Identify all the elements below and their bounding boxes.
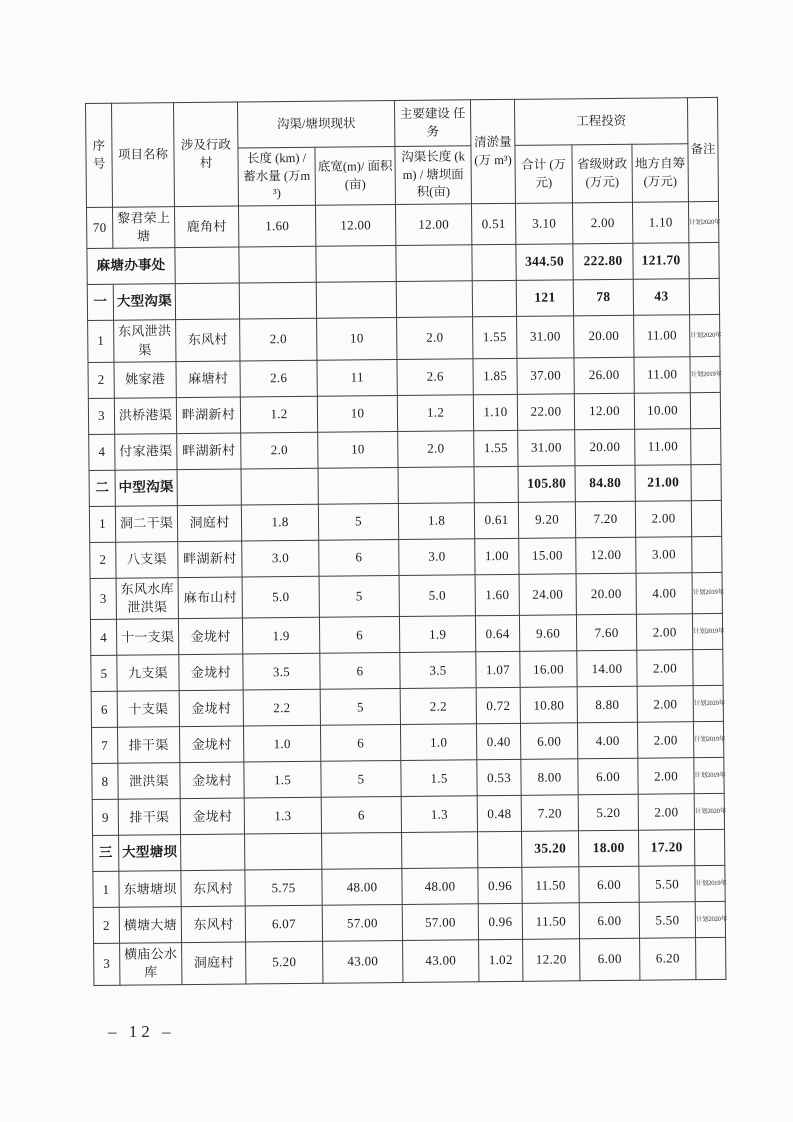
cell: 10: [317, 395, 397, 432]
remark-cell: 计划2019年: [694, 758, 724, 794]
cell: 2: [93, 907, 119, 943]
cell: 9: [92, 799, 118, 835]
cell: 2.2: [400, 688, 476, 725]
cell: 横庙公水库: [120, 943, 182, 985]
cell: 2.0: [398, 431, 474, 468]
cell: [175, 247, 239, 284]
cell: 东风泄洪渠: [114, 320, 176, 362]
cell: 付家港渠: [115, 433, 177, 470]
header-invest-provincial: 省级财政 (万元): [572, 144, 633, 203]
cell: [177, 469, 241, 506]
cell: 2.6: [397, 359, 473, 396]
cell: 5.20: [246, 941, 323, 983]
remark-cell: 计划2019年: [695, 866, 725, 902]
remark-cell: 计划2020年: [693, 686, 723, 722]
cell: 0.96: [478, 867, 522, 903]
cell: 3: [94, 943, 120, 985]
cell: 20.00: [574, 316, 634, 358]
table-row: [88, 356, 720, 398]
cell: 26.00: [574, 357, 634, 394]
cell: 7.20: [521, 795, 578, 832]
header-status-length: 长度 (km) / 蓄水量 (万m³): [238, 147, 316, 206]
cell: [474, 466, 518, 502]
cell: 12.00: [315, 205, 395, 247]
cell: 0.61: [474, 502, 518, 538]
cell: 金垅村: [180, 798, 244, 835]
header-status-group: 沟渠/塘坝现状: [237, 101, 394, 149]
remark-cell: 计划2019年: [692, 572, 722, 614]
cell: 十一支渠: [116, 619, 178, 656]
remark-cell: [695, 830, 725, 866]
cell: 金垅村: [179, 690, 243, 727]
remark-cell: [691, 500, 721, 536]
remark-cell: [689, 243, 719, 279]
cell: 1.5: [244, 761, 321, 798]
cell: [245, 833, 322, 870]
cell: 八支渠: [116, 541, 178, 578]
cell: 2.0: [397, 317, 473, 359]
table-section-row: [87, 243, 719, 285]
cell: [322, 833, 402, 870]
cell: 1.02: [479, 939, 523, 981]
cell: 16.00: [520, 651, 577, 688]
cell: 10.80: [520, 687, 577, 724]
cell: 6.07: [245, 905, 322, 942]
cell: 17.20: [639, 830, 695, 867]
cell: 6.20: [640, 938, 696, 980]
cell: [478, 831, 522, 867]
table-row: [88, 315, 720, 362]
cell: 11.50: [522, 867, 579, 904]
cell: 4: [89, 434, 115, 470]
cell: 121.70: [633, 243, 689, 280]
cell: 1.9: [399, 616, 475, 653]
cell: 大型塘坝: [119, 835, 181, 872]
cell: 1.8: [241, 504, 318, 541]
cell: [318, 467, 398, 504]
cell: 洪桥港渠: [114, 397, 176, 434]
remark-cell: [690, 392, 720, 428]
cell: 31.00: [518, 430, 575, 467]
cell: 6: [319, 539, 399, 576]
header-row-groups: [86, 97, 718, 149]
cell: 1.10: [632, 202, 688, 244]
cell: [316, 282, 396, 319]
cell: 9.60: [519, 615, 576, 652]
remark-cell: 计划2020年: [690, 315, 720, 357]
cell: 2.00: [635, 500, 691, 537]
remark-cell: 计划2020年: [689, 201, 719, 243]
cell: 鹿角村: [174, 206, 238, 248]
cell: 35.20: [522, 831, 579, 868]
cell: 姚家港: [114, 361, 176, 398]
cell: 1: [89, 506, 115, 542]
cell: 5: [320, 689, 400, 726]
cell: 麻布山村: [178, 577, 242, 619]
cell: [472, 281, 516, 317]
cell: 20.00: [575, 429, 635, 466]
remark-cell: [691, 464, 721, 500]
cell: 4: [90, 619, 116, 655]
cell: 344.50: [516, 244, 573, 281]
cell: 东风水库泄洪渠: [116, 577, 178, 619]
cell: 21.00: [635, 464, 691, 501]
cell: 1.9: [242, 617, 319, 654]
remark-cell: 计划2020年: [695, 902, 725, 938]
cell: 48.00: [322, 869, 402, 906]
cell: 1.85: [473, 358, 517, 394]
cell: 43: [633, 279, 689, 316]
cell: 一: [87, 285, 113, 321]
cell: 5.50: [639, 902, 695, 939]
cell: 畔湖新村: [177, 433, 241, 470]
cell: [239, 247, 316, 284]
cell: 3.0: [242, 540, 319, 577]
cell: 2.00: [572, 202, 632, 244]
table-row: [91, 722, 723, 764]
cell: [239, 283, 316, 320]
project-table: [85, 97, 726, 986]
cell: 排干渠: [118, 799, 180, 836]
cell: 12.00: [574, 393, 634, 430]
cell: 121: [516, 280, 573, 317]
cell: 6.00: [579, 866, 639, 903]
cell: 0.51: [472, 203, 516, 245]
cell: 6.00: [578, 758, 638, 795]
cell: 洞庭村: [182, 942, 246, 984]
table-row: [89, 500, 721, 542]
table-row: [87, 201, 719, 248]
remark-cell: 计划2019年: [690, 356, 720, 392]
cell: 1.3: [244, 797, 321, 834]
cell: 5: [318, 503, 398, 540]
cell: 11: [317, 359, 397, 396]
header-seq: 序号: [86, 103, 113, 207]
cell: 2.00: [636, 614, 692, 651]
cell: 7: [91, 727, 117, 763]
cell: 11.50: [522, 903, 579, 940]
cell: 2: [90, 542, 116, 578]
cell: 12.20: [523, 939, 580, 981]
table-body: [87, 201, 726, 985]
cell: 2.2: [243, 689, 320, 726]
header-status-width: 底宽(m)/ 面积(亩): [315, 147, 396, 206]
table-section-row: [87, 279, 719, 321]
cell: 金垅村: [179, 654, 243, 691]
cell: 0.48: [477, 795, 521, 831]
cell: 东风村: [181, 906, 245, 943]
cell: [396, 245, 472, 282]
remark-cell: 计划2020年: [694, 794, 724, 830]
cell: 洞二干渠: [115, 505, 177, 542]
cell: 3.10: [515, 203, 572, 245]
cell: 金垅村: [179, 726, 243, 763]
cell: 十支渠: [117, 691, 179, 728]
cell: 0.40: [476, 723, 520, 759]
cell: 5: [321, 761, 401, 798]
cell: 0.53: [477, 759, 521, 795]
cell: 6: [320, 725, 400, 762]
cell: 二: [89, 470, 115, 506]
cell: 7.60: [576, 614, 636, 651]
cell: 麻塘办事处: [87, 248, 175, 285]
cell: 8.00: [521, 759, 578, 796]
cell: 105.80: [518, 466, 575, 503]
cell: [241, 468, 318, 505]
cell: 1: [93, 871, 119, 907]
cell: 6: [320, 653, 400, 690]
remark-cell: [689, 279, 719, 315]
cell: 15.00: [519, 538, 576, 575]
cell: 3.5: [243, 653, 320, 690]
cell: 18.00: [579, 830, 639, 867]
cell: 11.00: [635, 428, 691, 465]
cell: 东风村: [181, 870, 245, 907]
cell: 8.80: [577, 686, 637, 723]
cell: 5.75: [245, 869, 322, 906]
scanned-sheet: [85, 97, 728, 986]
table-row: [89, 428, 721, 470]
cell: 1.2: [397, 395, 473, 432]
header-invest-total: 合计 (万元): [515, 145, 573, 204]
cell: 2.00: [637, 686, 693, 723]
remark-cell: 计划2019年: [692, 614, 722, 650]
cell: [181, 834, 245, 871]
cell: 5.50: [639, 866, 695, 903]
cell: 东塘塘坝: [119, 871, 181, 908]
header-invest-group: 工程投资: [515, 98, 688, 146]
cell: 1.2: [240, 396, 317, 433]
cell: 3.5: [400, 652, 476, 689]
remark-cell: 计划2019年: [694, 722, 724, 758]
cell: 57.00: [322, 905, 402, 942]
cell: 11.00: [634, 356, 690, 393]
table-row: [94, 938, 726, 985]
cell: 78: [573, 280, 633, 317]
cell: 中型沟渠: [115, 469, 177, 506]
cell: 金垅村: [180, 762, 244, 799]
cell: 2.6: [240, 360, 317, 397]
cell: 20.00: [576, 573, 636, 615]
cell: 1.10: [473, 394, 517, 430]
cell: 6: [319, 617, 399, 654]
cell: 3.0: [399, 539, 475, 576]
table-row: [93, 902, 725, 944]
cell: 1.0: [243, 725, 320, 762]
cell: 九支渠: [117, 655, 179, 692]
cell: 畔湖新村: [176, 397, 240, 434]
remark-cell: [692, 536, 722, 572]
table-row: [90, 572, 722, 619]
cell: 24.00: [519, 574, 576, 616]
table-row: [90, 614, 722, 656]
cell: 10: [318, 431, 398, 468]
cell: 4.00: [577, 722, 637, 759]
cell: 1.00: [475, 538, 519, 574]
cell: 1.5: [401, 760, 477, 797]
cell: 大型沟渠: [113, 284, 175, 321]
cell: 84.80: [575, 465, 635, 502]
cell: 1.55: [474, 430, 518, 466]
cell: 2.00: [637, 722, 693, 759]
cell: 1: [88, 321, 114, 363]
cell: 3: [88, 398, 114, 434]
cell: [472, 245, 516, 281]
cell: 7.20: [575, 501, 635, 538]
cell: 12.00: [576, 537, 636, 574]
cell: 6.00: [579, 902, 639, 939]
cell: 5.0: [242, 576, 319, 618]
remark-cell: [696, 938, 726, 980]
table-row: [91, 650, 723, 692]
cell: 横塘大塘: [119, 907, 181, 944]
cell: 1.0: [400, 724, 476, 761]
cell: 排干渠: [117, 727, 179, 764]
cell: 2.00: [638, 794, 694, 831]
cell: 2.0: [241, 432, 318, 469]
cell: 70: [87, 207, 113, 249]
cell: 1.60: [238, 205, 315, 247]
cell: 洞庭村: [177, 505, 241, 542]
cell: 5: [319, 575, 399, 617]
header-village: 涉及行政村: [174, 102, 239, 207]
cell: 10.00: [634, 392, 690, 429]
cell: 金垅村: [178, 618, 242, 655]
cell: [175, 283, 239, 320]
cell: 6.00: [580, 938, 640, 980]
cell: 5.20: [578, 794, 638, 831]
cell: 43.00: [323, 941, 403, 983]
cell: 3: [90, 578, 116, 620]
table-row: [92, 758, 724, 800]
cell: 6: [91, 691, 117, 727]
cell: 43.00: [403, 940, 479, 982]
cell: 1.55: [473, 317, 517, 359]
table-row: [90, 536, 722, 578]
cell: 麻塘村: [176, 361, 240, 398]
table-row: [93, 866, 725, 908]
table-header: [86, 97, 719, 207]
cell: 10: [317, 318, 397, 360]
cell: 3.00: [636, 536, 692, 573]
page-number: – 12 –: [108, 1022, 175, 1041]
cell: 5.0: [399, 575, 475, 617]
cell: 12.00: [396, 204, 472, 246]
table-row: [92, 794, 724, 836]
header-task-group: 主要建设 任务: [395, 100, 471, 147]
cell: [396, 281, 472, 318]
cell: 1.07: [476, 651, 520, 687]
cell: 5: [91, 655, 117, 691]
cell: 2: [88, 362, 114, 398]
header-invest-local: 地方自筹 (万元): [632, 144, 689, 203]
cell: 泄洪渠: [118, 763, 180, 800]
cell: [398, 467, 474, 504]
header-task-detail: 沟渠长度 (km) / 塘坝面积(亩): [395, 146, 472, 205]
cell: 1.8: [398, 503, 474, 540]
cell: 8: [92, 763, 118, 799]
cell: 0.72: [476, 687, 520, 723]
cell: 0.64: [475, 615, 519, 651]
cell: 37.00: [517, 358, 574, 395]
cell: [402, 832, 478, 869]
remark-cell: [691, 428, 721, 464]
cell: 2.00: [637, 650, 693, 687]
cell: 31.00: [517, 316, 574, 358]
remark-cell: [693, 650, 723, 686]
cell: 东风村: [176, 319, 240, 361]
cell: 222.80: [573, 244, 633, 281]
table-row: [91, 686, 723, 728]
table-section-row: [89, 464, 721, 506]
cell: 48.00: [402, 868, 478, 905]
cell: 三: [93, 835, 119, 871]
header-silt: 清淤量 (万 m³): [471, 99, 516, 203]
cell: 14.00: [577, 650, 637, 687]
cell: 57.00: [402, 904, 478, 941]
table-section-row: [93, 830, 725, 872]
cell: 畔湖新村: [178, 541, 242, 578]
cell: 0.96: [478, 903, 522, 939]
cell: 2.0: [240, 319, 317, 361]
cell: 9.20: [518, 502, 575, 539]
header-remark: 备注: [688, 97, 719, 201]
cell: 黎君荣上塘: [113, 207, 175, 249]
cell: 1.60: [475, 574, 519, 616]
cell: 6.00: [520, 723, 577, 760]
cell: 11.00: [634, 315, 690, 357]
cell: [316, 246, 396, 283]
header-project: 项目名称: [112, 103, 175, 208]
cell: 2.00: [638, 758, 694, 795]
cell: 22.00: [517, 394, 574, 431]
cell: 1.3: [401, 796, 477, 833]
cell: 6: [321, 797, 401, 834]
cell: 4.00: [636, 572, 692, 614]
table-row: [88, 392, 720, 434]
